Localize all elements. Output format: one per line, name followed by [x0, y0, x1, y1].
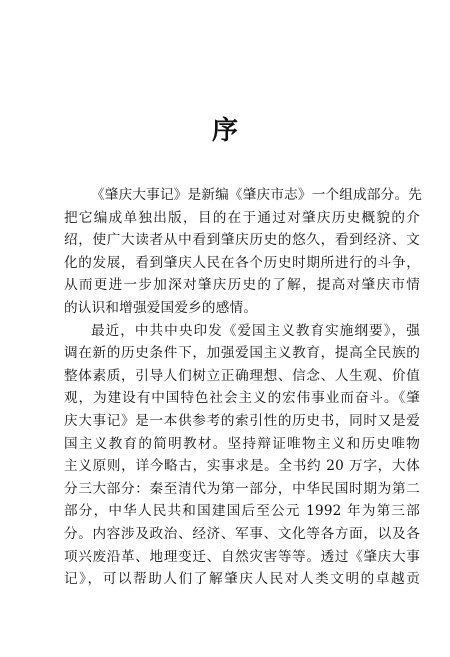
paragraph-2-line-8: 分三大部分：秦至清代为第一部分，中华民国时期为第二: [64, 480, 420, 497]
body-text: [64, 184, 423, 591]
paragraph-1-line-6: 的认识和增强爱国爱乡的感情。: [64, 299, 258, 316]
paragraph-2-line-7: 主义原则，详今略古，实事求是。全书约 20 万字，大体: [64, 458, 420, 475]
paragraph-2-line-12: 记》，可以帮助人们了解肇庆人民对人类文明的卓越贡: [64, 571, 420, 588]
paragraph-2-line-1: 最近，中共中央印发《爱国主义教育实施纲要》，强: [91, 322, 420, 339]
paragraph-1-line-5: 从而更进一步加深对肇庆历史的了解，提高对肇庆市情: [64, 277, 420, 294]
paragraph-1-line-1: 《肇庆大事记》是新编《肇庆市志》一个组成部分。先: [91, 187, 423, 203]
page-title: 序: [211, 116, 238, 146]
paragraph-2-line-3: 整体素质，引导人们树立正确理想、信念、人生观、价值: [64, 367, 420, 384]
paragraph-2-line-11: 项兴废沿革、地理变迁、自然灾害等等。透过《肇庆大事: [64, 548, 420, 565]
paragraph-1-line-4: 化的发展，看到肇庆人民在各个历史时期所进行的斗争，: [64, 254, 420, 271]
paragraph-2-line-5: 庆大事记》是一本供参考的索引性的历史书，同时又是爱: [64, 412, 420, 429]
paragraph-1-line-2: 把它编成单独出版，目的在于通过对肇庆历史概貌的介: [64, 209, 420, 226]
paragraph-2-line-2: 调在新的历史条件下，加强爱国主义教育，提高全民族的: [64, 345, 420, 362]
paragraph-2-line-10: 分。内容涉及政治、经济、军事、文化等各方面，以及各: [64, 525, 420, 542]
paragraph-2-line-4: 观，为建设有中国特色社会主义的宏伟事业而奋斗。《肇: [64, 390, 420, 407]
paragraph-1-line-3: 绍，使广大读者从中看到肇庆历史的悠久，看到经济、文: [64, 232, 420, 249]
paragraph-2-line-9: 部分，中华人民共和国建国后至公元 1992 年为第三部: [64, 503, 420, 520]
paragraph-2-line-6: 国主义教育的简明教材。坚持辩证唯物主义和历史唯物: [64, 435, 420, 452]
